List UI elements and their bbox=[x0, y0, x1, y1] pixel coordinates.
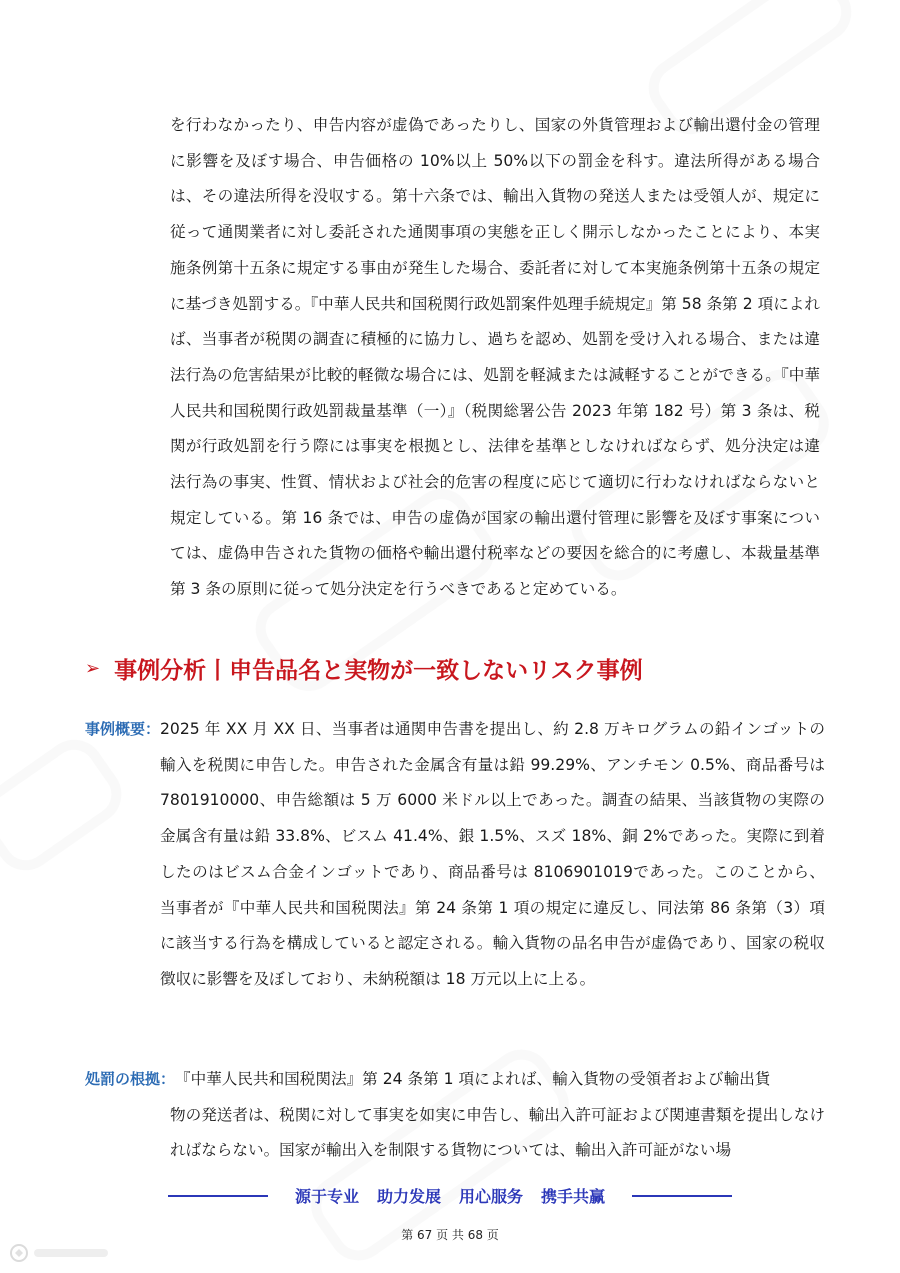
corner-logo-mark bbox=[6, 1240, 116, 1266]
footer-slogan bbox=[0, 1184, 900, 1207]
section-title: 事例分析丨申告品名と実物が一致しないリスク事例 bbox=[114, 657, 643, 684]
penalty-basis-label: 処罰の根拠： bbox=[85, 1070, 176, 1088]
arrow-bullet-icon: ➢ bbox=[85, 657, 101, 679]
penalty-basis-block bbox=[85, 1062, 825, 1169]
case-overview-text: 2025 年 XX 月 XX 日、当事者は通関申告書を提出し、約 2.8 万キログラムの鉛インゴットの輸入を税関に申告した。申告された金属含有量は鉛 99.29%、アンチモン 0.5%、商品番号は 7801910000、申告総額は 5 万 6000 米ドル以上であった。調査の結果、当該貨物の実際の金属含有量は鉛 33.8%、ビスム 41.4%、銀 1.5%、スズ 18%、銅 2%であった。実際に到着したのはビスム合金インゴットであり、商品番号は 8106901019であった。このことから、当事者が『中華人民共和国税関法』第 24 条第 1 項の規定に違反し、同法第 86 条第（3）項に該当する行為を構成していると認定される。輸入貨物の品名申告が虚偽であり、国家の税収徴収に影響を及ぼしており、未納税額は 18 万元以上に上る。 bbox=[160, 720, 825, 988]
slogan-item: 助力发展 bbox=[376, 1187, 441, 1206]
penalty-basis-line1: 『中華人民共和国税関法』第 24 条第 1 項によれば、輸入貨物の受領者および輸出貨 bbox=[175, 1070, 771, 1088]
slogan-item: 携手共赢 bbox=[541, 1187, 606, 1206]
slogan-item: 源于专业 bbox=[294, 1187, 359, 1206]
case-overview-label: 事例概要： bbox=[85, 720, 161, 738]
slogan-divider-right bbox=[632, 1195, 732, 1197]
section-heading bbox=[85, 646, 643, 690]
slogan-divider-left bbox=[168, 1195, 268, 1197]
penalty-basis-text: 物の発送者は、税関に対して事実を如実に申告し、輸出入許可証および関連書類を提出しなければならない。国家が輸出入を制限する貨物については、輸出入許可証がない場 bbox=[170, 1105, 825, 1160]
page-number: 第 67 页 共 68 页 bbox=[401, 1228, 499, 1242]
slogan-item: 用心服务 bbox=[459, 1187, 524, 1206]
case-overview-block bbox=[85, 712, 825, 998]
intro-paragraph: を行わなかったり、申告内容が虚偽であったりし、国家の外貨管理および輸出還付金の管理に影響を及ぼす場合、申告価格の 10%以上 50%以下の罰金を科す。違法所得がある場合は、その違法所得を没収する。第十六条では、輸出入貨物の発送人または受領人が、規定に従って通関業者に対し委託された通関事項の実態を正しく開示しなかったことにより、本実施条例第十五条に規定する事由が発生した場合、委託者に対して本実施条例第十五条の規定に基づき処罰する。『中華人民共和国税関行政処罰案件処理手続規定』第 58 条第 2 項によれば、当事者が税関の調査に積極的に協力し、過ちを認め、処罰を受け入れる場合、または違法行為の危害結果が比較的軽微な場合には、処罰を軽減または減軽することができる。『中華人民共和国税関行政処罰裁量基準（一）』（税関総署公告 2023 年第 182 号）第 3 条は、税関が行政処罰を行う際には事実を根拠とし、法律を基準としなければならず、処分決定は違法行為の事実、性質、情状および社会的危害の程度に応じて適切に行わなければならないと規定している。第 16 条では、申告の虚偽が国家の輸出還付管理に影響を及ぼす事案については、虚偽申告された貨物の価格や輸出還付税率などの要因を総合的に考慮し、本裁量基準第 3 条の原則に従って処分決定を行うべきであると定めている。 bbox=[170, 116, 820, 599]
